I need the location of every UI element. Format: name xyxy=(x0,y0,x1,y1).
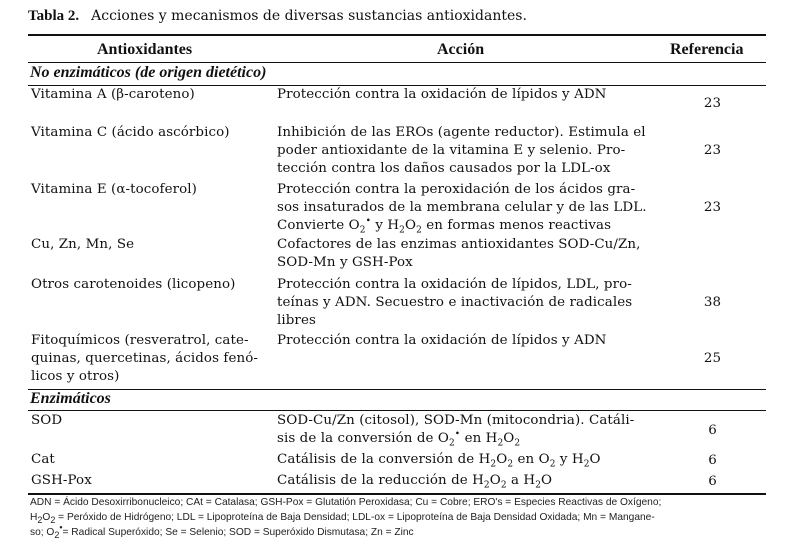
header-rule xyxy=(28,62,766,63)
row-reference: 6 xyxy=(708,423,717,438)
footnote-line: so; $O_2^•=$ Radical Superóxido; Se = Selenio; SOD = Superóxido Dismutasa; Zn = Zinc xyxy=(30,522,414,541)
footnote-line: $H_2O_2$ = Peróxido de Hidrógeno; LDL = Lipoproteína de Baja Densidad; LDL-ox = Lipoproteína de Baja Densidad Oxidada; Mn = Mangane- xyxy=(30,512,655,526)
section-enzimaticos: Enzimáticos xyxy=(30,390,111,407)
section-no-enzimaticos: No enzimáticos (de origen dietético) xyxy=(30,64,267,81)
row-reference: 38 xyxy=(703,295,722,310)
row-reference: 25 xyxy=(703,351,722,366)
row-action: sos insaturados de la membrana celular y de las LDL. xyxy=(277,200,647,215)
section-rule-2-top xyxy=(28,389,766,390)
table-label: Tabla 2. xyxy=(28,8,80,24)
row-reference: 23 xyxy=(703,143,722,158)
row-action: libres xyxy=(277,313,316,328)
row-reference: 23 xyxy=(703,200,722,215)
row-action: Catálisis de la conversión de $H_2O_2$ en $O_2$ y $H_2O$ xyxy=(277,452,601,470)
footnote-line: ADN = Ácido Desoxirribonucleico; CAt = Catalasa; GSH-Pox = Glutatión Peroxidasa; Cu = Cobre; ERO's = Especies Reactivas de Oxígeno; xyxy=(30,497,662,508)
row-name: Fitoquímicos (resveratrol, cate- xyxy=(31,333,249,348)
row-action: Protección contra la oxidación de lípidos y ADN xyxy=(277,87,607,102)
row-action: Cofactores de las enzimas antioxidantes SOD-Cu/Zn, xyxy=(277,237,641,252)
row-action: teínas y ADN. Secuestro e inactivación de radicales xyxy=(277,295,633,310)
header-antioxidantes: Antioxidantes xyxy=(97,41,193,58)
row-action: Protección contra la oxidación de lípidos, LDL, pro- xyxy=(277,277,632,292)
row-reference: 6 xyxy=(708,453,717,468)
row-name: quinas, quercetinas, ácidos fenó- xyxy=(31,351,258,366)
row-action: Protección contra la oxidación de lípidos y ADN xyxy=(277,333,607,348)
section-rule-2-bottom xyxy=(28,410,766,411)
row-action: poder antioxidante de la vitamina E y selenio. Pro- xyxy=(277,143,626,158)
row-action: Protección contra la peroxidación de los ácidos gra- xyxy=(277,182,636,197)
row-name: Cat xyxy=(31,452,55,467)
row-name: licos y otros) xyxy=(31,369,120,384)
header-accion: Acción xyxy=(437,41,485,58)
row-name: Vitamina A (β-caroteno) xyxy=(31,87,195,102)
row-name: GSH-Pox xyxy=(31,473,92,488)
row-name: Vitamina E (α-tocoferol) xyxy=(31,182,198,197)
bottom-rule xyxy=(28,493,766,495)
row-action: Convierte $O_2^•$ y $H_2O_2$ en formas menos reactivas xyxy=(277,216,612,236)
table-caption xyxy=(28,8,527,25)
table-title: Acciones y mecanismos de diversas sustancias antioxidantes. xyxy=(91,8,527,24)
row-action: SOD-Cu/Zn (citosol), SOD-Mn (mitocondria). Catáli- xyxy=(277,413,635,428)
row-action: Inhibición de las EROs (agente reductor). Estimula el xyxy=(277,125,646,140)
row-name: Cu, Zn, Mn, Se xyxy=(31,237,135,252)
row-reference: 23 xyxy=(703,96,722,111)
row-action: tección contra los daños causados por la LDL-ox xyxy=(277,161,611,176)
top-rule xyxy=(28,34,766,36)
row-name: Otros carotenoides (licopeno) xyxy=(31,277,236,292)
row-name: Vitamina C (ácido ascórbico) xyxy=(31,125,230,140)
row-reference: 6 xyxy=(708,474,717,489)
row-action: SOD-Mn y GSH-Pox xyxy=(277,255,413,270)
row-name: SOD xyxy=(31,413,63,428)
row-action: Catálisis de la reducción de $H_2O_2$ a $H_2O$ xyxy=(277,473,553,491)
header-referencia: Referencia xyxy=(670,41,744,58)
row-action: sis de la conversión de $O_2^•$ en $H_2O_2$ xyxy=(277,429,521,449)
